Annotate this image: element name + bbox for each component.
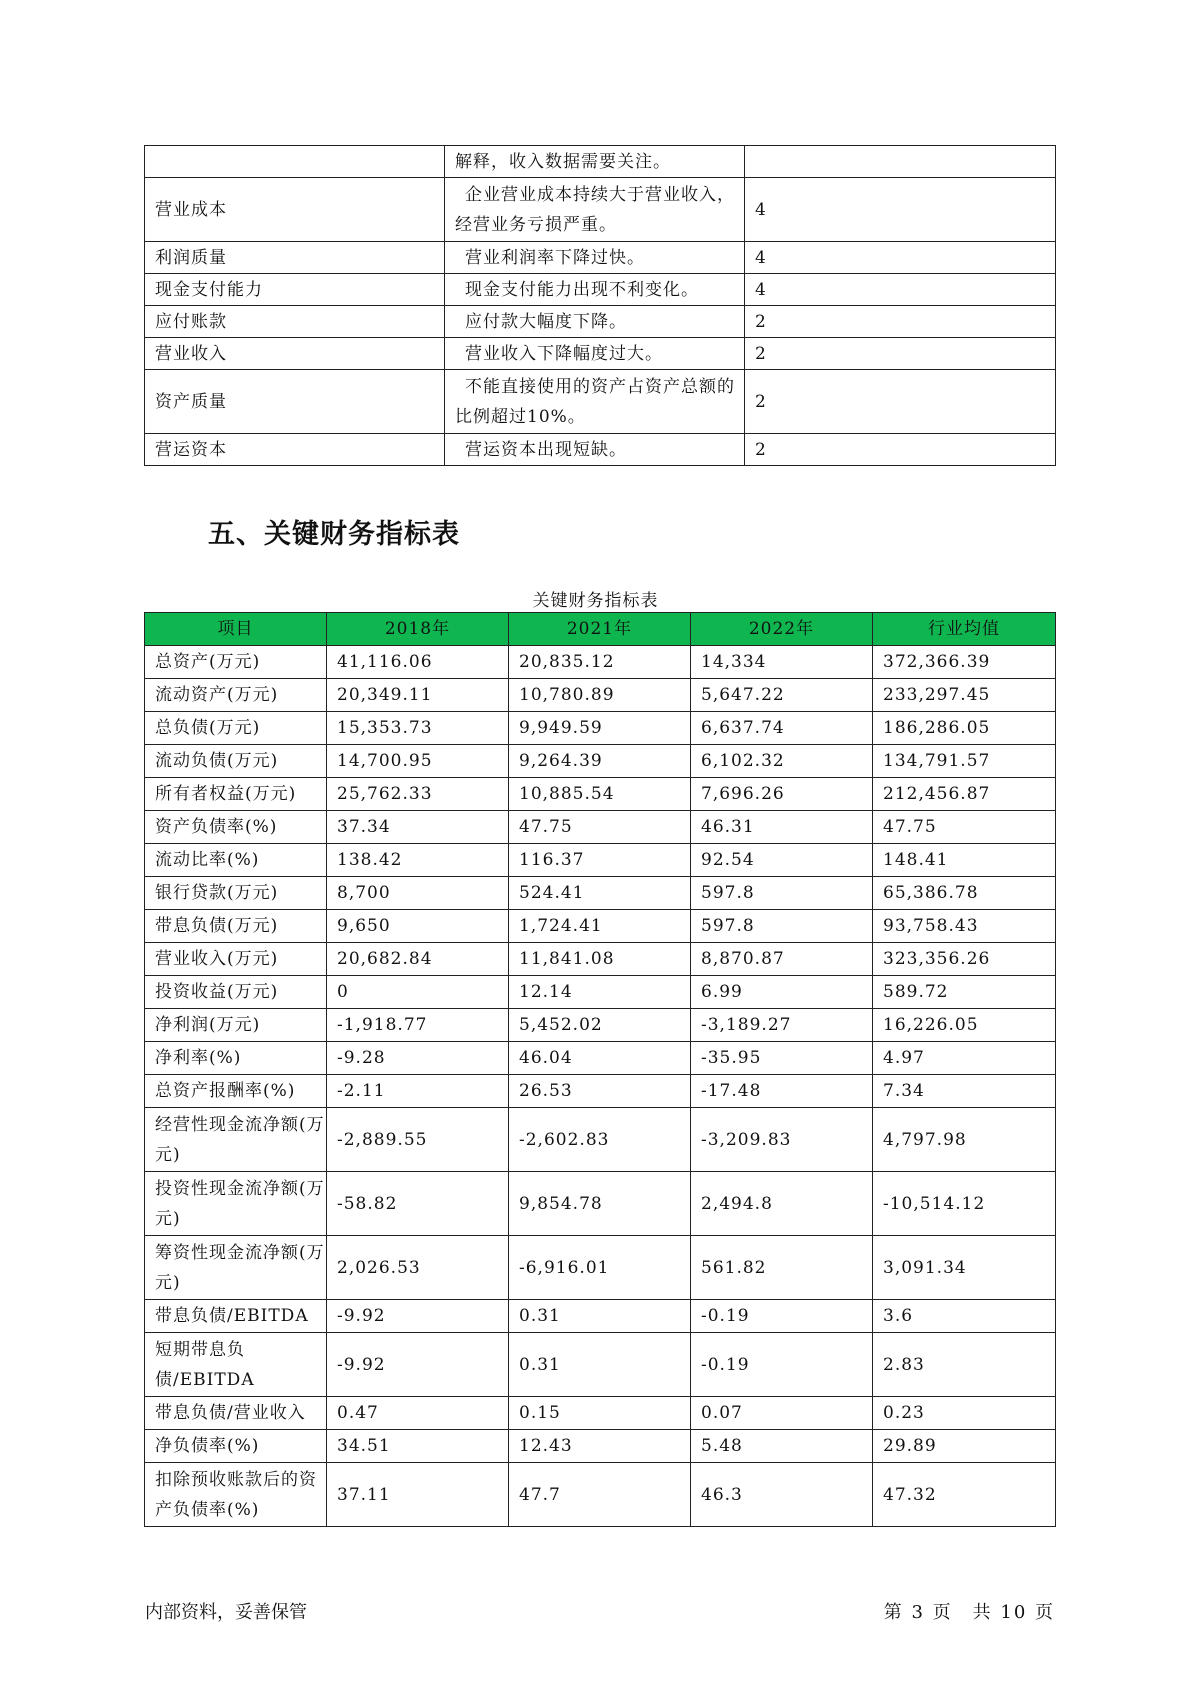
table-row (145, 745, 1056, 778)
indicator-value: 37.11 (327, 1463, 509, 1527)
indicator-value: 8,700 (327, 877, 509, 910)
indicator-name: 银行贷款(万元) (145, 877, 327, 910)
risk-items-table (144, 145, 1056, 466)
table-row (145, 1430, 1056, 1463)
risk-item-desc: 现金支付能力出现不利变化。 (445, 274, 745, 306)
risk-item-score: 4 (745, 242, 1056, 274)
indicator-value: 29.89 (873, 1430, 1056, 1463)
indicator-value: -6,916.01 (509, 1236, 691, 1300)
table-row (145, 1075, 1056, 1108)
table-row (145, 338, 1056, 370)
indicator-value: 597.8 (691, 877, 873, 910)
indicator-value: 0.15 (509, 1397, 691, 1430)
indicator-value: 9,650 (327, 910, 509, 943)
table-row (145, 1300, 1056, 1333)
indicator-value: 589.72 (873, 976, 1056, 1009)
indicator-name: 资产负债率(%) (145, 811, 327, 844)
table-row (145, 844, 1056, 877)
table-row (145, 1172, 1056, 1236)
column-header: 项目 (145, 613, 327, 646)
risk-item-desc: 应付款大幅度下降。 (445, 306, 745, 338)
indicator-value: 93,758.43 (873, 910, 1056, 943)
table-row (145, 943, 1056, 976)
indicator-value: 7.34 (873, 1075, 1056, 1108)
indicator-name: 投资收益(万元) (145, 976, 327, 1009)
risk-item-name: 营业收入 (145, 338, 445, 370)
indicator-value: -1,918.77 (327, 1009, 509, 1042)
indicator-value: 3.6 (873, 1300, 1056, 1333)
risk-item-name: 应付账款 (145, 306, 445, 338)
risk-item-desc: 营业收入下降幅度过大。 (445, 338, 745, 370)
indicator-value: 14,334 (691, 646, 873, 679)
indicator-value: -0.19 (691, 1333, 873, 1397)
footer-page-number: 第 3 页 共 10 页 (883, 1602, 1055, 1623)
indicator-value: 6,637.74 (691, 712, 873, 745)
indicator-value: 20,835.12 (509, 646, 691, 679)
indicator-value: 0.47 (327, 1397, 509, 1430)
indicator-value: 46.04 (509, 1042, 691, 1075)
indicator-value: 6.99 (691, 976, 873, 1009)
indicator-value: 597.8 (691, 910, 873, 943)
indicator-value: 8,870.87 (691, 943, 873, 976)
indicator-value: 0.31 (509, 1333, 691, 1397)
indicator-value: 47.75 (509, 811, 691, 844)
table-row (145, 1397, 1056, 1430)
risk-item-desc: 营运资本出现短缺。 (445, 434, 745, 466)
indicator-value: 524.41 (509, 877, 691, 910)
indicator-value: 148.41 (873, 844, 1056, 877)
table-row (145, 1333, 1056, 1397)
indicator-value: 5,647.22 (691, 679, 873, 712)
indicator-value: -2,602.83 (509, 1108, 691, 1172)
section-title: 五、关键财务指标表 (208, 519, 460, 550)
table-row (145, 1463, 1056, 1527)
indicator-value: 10,885.54 (509, 778, 691, 811)
indicator-value: 14,700.95 (327, 745, 509, 778)
indicator-value: 12.14 (509, 976, 691, 1009)
indicator-name: 流动比率(%) (145, 844, 327, 877)
risk-item-name (145, 146, 445, 178)
indicator-value: 20,349.11 (327, 679, 509, 712)
indicator-value: 34.51 (327, 1430, 509, 1463)
indicator-value: -35.95 (691, 1042, 873, 1075)
indicator-value: 138.42 (327, 844, 509, 877)
indicator-name: 短期带息负债/EBITDA (145, 1333, 327, 1397)
risk-item-score: 2 (745, 434, 1056, 466)
indicator-value: 5.48 (691, 1430, 873, 1463)
indicator-value: 3,091.34 (873, 1236, 1056, 1300)
indicator-name: 所有者权益(万元) (145, 778, 327, 811)
indicator-value: -3,189.27 (691, 1009, 873, 1042)
risk-item-name: 利润质量 (145, 242, 445, 274)
indicator-value: 4.97 (873, 1042, 1056, 1075)
indicator-value: 1,724.41 (509, 910, 691, 943)
column-header: 2021年 (509, 613, 691, 646)
indicator-name: 净利润(万元) (145, 1009, 327, 1042)
indicator-name: 总负债(万元) (145, 712, 327, 745)
indicator-value: 0 (327, 976, 509, 1009)
indicator-value: -9.92 (327, 1300, 509, 1333)
risk-item-name: 营业成本 (145, 178, 445, 242)
indicator-value: 186,286.05 (873, 712, 1056, 745)
indicator-name: 带息负债(万元) (145, 910, 327, 943)
indicator-value: 11,841.08 (509, 943, 691, 976)
indicator-value: 323,356.26 (873, 943, 1056, 976)
table-row (145, 877, 1056, 910)
risk-item-score (745, 146, 1056, 178)
indicator-value: 20,682.84 (327, 943, 509, 976)
table-row (145, 146, 1056, 178)
table-row (145, 811, 1056, 844)
table-row (145, 178, 1056, 242)
indicator-value: -58.82 (327, 1172, 509, 1236)
indicator-value: 65,386.78 (873, 877, 1056, 910)
risk-item-name: 现金支付能力 (145, 274, 445, 306)
risk-item-desc: 解释，收入数据需要关注。 (445, 146, 745, 178)
table-row (145, 242, 1056, 274)
indicator-name: 带息负债/EBITDA (145, 1300, 327, 1333)
indicator-value: 561.82 (691, 1236, 873, 1300)
table-row (145, 778, 1056, 811)
indicator-value: -3,209.83 (691, 1108, 873, 1172)
risk-item-name: 营运资本 (145, 434, 445, 466)
indicator-value: 25,762.33 (327, 778, 509, 811)
indicator-value: -9.92 (327, 1333, 509, 1397)
risk-item-score: 2 (745, 338, 1056, 370)
footer-confidential-note: 内部资料，妥善保管 (145, 1602, 307, 1623)
indicator-value: -9.28 (327, 1042, 509, 1075)
indicator-value: 9,854.78 (509, 1172, 691, 1236)
column-header: 2018年 (327, 613, 509, 646)
indicator-value: 134,791.57 (873, 745, 1056, 778)
indicator-value: 7,696.26 (691, 778, 873, 811)
indicator-value: 9,949.59 (509, 712, 691, 745)
indicator-value: 372,366.39 (873, 646, 1056, 679)
risk-item-score: 2 (745, 306, 1056, 338)
indicator-value: 6,102.32 (691, 745, 873, 778)
indicator-value: 16,226.05 (873, 1009, 1056, 1042)
indicator-value: -0.19 (691, 1300, 873, 1333)
indicator-name: 总资产(万元) (145, 646, 327, 679)
indicator-value: 5,452.02 (509, 1009, 691, 1042)
table-row (145, 646, 1056, 679)
indicator-name: 投资性现金流净额(万元) (145, 1172, 327, 1236)
indicator-value: 2.83 (873, 1333, 1056, 1397)
indicator-value: 47.75 (873, 811, 1056, 844)
indicator-value: 46.3 (691, 1463, 873, 1527)
table-row (145, 1108, 1056, 1172)
indicator-value: 92.54 (691, 844, 873, 877)
indicator-value: 46.31 (691, 811, 873, 844)
indicator-value: 47.7 (509, 1463, 691, 1527)
indicator-value: 0.07 (691, 1397, 873, 1430)
table-row (145, 434, 1056, 466)
table-row (145, 306, 1056, 338)
indicator-value: 2,026.53 (327, 1236, 509, 1300)
indicator-name: 筹资性现金流净额(万元) (145, 1236, 327, 1300)
indicator-value: 0.31 (509, 1300, 691, 1333)
risk-item-desc: 企业营业成本持续大于营业收入，经营业务亏损严重。 (445, 178, 745, 242)
indicator-value: 10,780.89 (509, 679, 691, 712)
table-header-row (145, 613, 1056, 646)
indicator-value: 26.53 (509, 1075, 691, 1108)
indicator-value: -2,889.55 (327, 1108, 509, 1172)
indicator-value: 212,456.87 (873, 778, 1056, 811)
table-row (145, 976, 1056, 1009)
column-header: 行业均值 (873, 613, 1056, 646)
indicator-value: 37.34 (327, 811, 509, 844)
column-header: 2022年 (691, 613, 873, 646)
indicator-name: 扣除预收账款后的资产负债率(%) (145, 1463, 327, 1527)
indicator-value: -10,514.12 (873, 1172, 1056, 1236)
risk-item-score: 4 (745, 274, 1056, 306)
indicator-name: 带息负债/营业收入 (145, 1397, 327, 1430)
table-row (145, 274, 1056, 306)
table-caption: 关键财务指标表 (532, 591, 659, 611)
indicator-name: 流动负债(万元) (145, 745, 327, 778)
indicator-value: 41,116.06 (327, 646, 509, 679)
table-row (145, 1009, 1056, 1042)
risk-item-desc: 不能直接使用的资产占资产总额的比例超过10%。 (445, 370, 745, 434)
indicator-name: 总资产报酬率(%) (145, 1075, 327, 1108)
indicator-value: 9,264.39 (509, 745, 691, 778)
risk-item-score: 2 (745, 370, 1056, 434)
indicator-value: -2.11 (327, 1075, 509, 1108)
indicator-value: -17.48 (691, 1075, 873, 1108)
table-row (145, 1236, 1056, 1300)
indicator-value: 0.23 (873, 1397, 1056, 1430)
indicator-value: 4,797.98 (873, 1108, 1056, 1172)
risk-item-score: 4 (745, 178, 1056, 242)
indicator-name: 流动资产(万元) (145, 679, 327, 712)
table-row (145, 370, 1056, 434)
indicator-value: 47.32 (873, 1463, 1056, 1527)
table-row (145, 1042, 1056, 1075)
indicator-value: 233,297.45 (873, 679, 1056, 712)
financial-indicators-table (144, 612, 1056, 1527)
indicator-name: 经营性现金流净额(万元) (145, 1108, 327, 1172)
indicator-name: 净负债率(%) (145, 1430, 327, 1463)
table-row (145, 679, 1056, 712)
indicator-value: 12.43 (509, 1430, 691, 1463)
table-row (145, 712, 1056, 745)
risk-item-desc: 营业利润率下降过快。 (445, 242, 745, 274)
risk-item-name: 资产质量 (145, 370, 445, 434)
indicator-value: 116.37 (509, 844, 691, 877)
indicator-name: 净利率(%) (145, 1042, 327, 1075)
indicator-value: 2,494.8 (691, 1172, 873, 1236)
indicator-value: 15,353.73 (327, 712, 509, 745)
indicator-name: 营业收入(万元) (145, 943, 327, 976)
table-row (145, 910, 1056, 943)
